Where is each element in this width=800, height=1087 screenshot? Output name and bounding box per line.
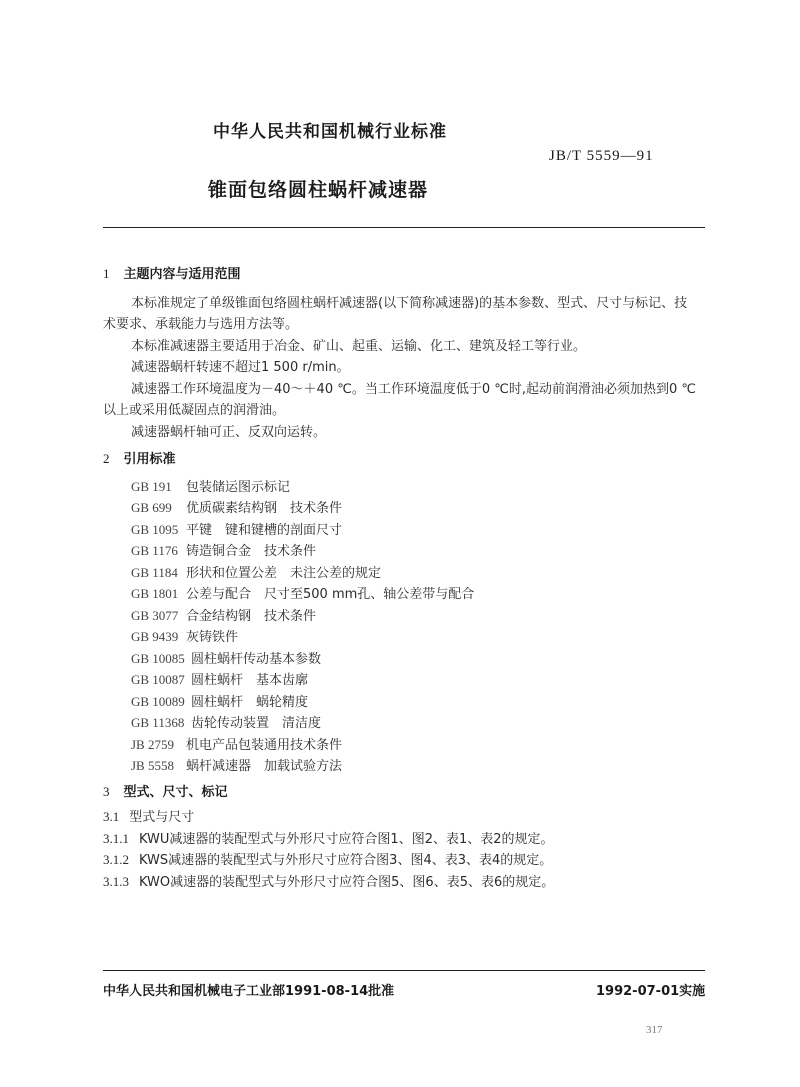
- paragraph: 本标准减速器主要适用于冶金、矿山、起重、运输、化工、建筑及轻工等行业。: [131, 339, 587, 354]
- approval-line: 中华人民共和国机械电子工业部1991-08-14批准: [103, 984, 395, 999]
- paragraph: 以上或采用低凝固点的润滑油。: [103, 403, 286, 418]
- clause: 3.1.2 KWS减速器的装配型式与外形尺寸应符合图3、图4、表3、表4的规定。: [103, 852, 553, 868]
- section-1-heading: 1 主题内容与适用范围: [103, 266, 241, 282]
- referenced-standard: GB 699 优质碳素结构钢 技术条件: [131, 500, 343, 516]
- paragraph: 术要求、承载能力与选用方法等。: [103, 317, 299, 332]
- referenced-standard: GB 191 包装储运图示标记: [131, 479, 291, 495]
- header-rule: [103, 227, 705, 228]
- effective-date: 1992-07-01实施: [596, 984, 706, 999]
- clause: 3.1.3 KWO减速器的装配型式与外形尺寸应符合图5、图6、表5、表6的规定。: [103, 874, 555, 890]
- referenced-standard: GB 10087 圆柱蜗杆 基本齿廓: [131, 672, 309, 688]
- paragraph: 本标准规定了单级锥面包络圆柱蜗杆减速器(以下简称减速器)的基本参数、型式、尺寸与标记、技: [131, 296, 688, 311]
- referenced-standard: JB 5558 蜗杆减速器 加载试验方法: [131, 758, 343, 774]
- standard-code: JB/T 5559—91: [549, 148, 654, 164]
- paragraph: 减速器蜗杆转速不超过1 500 r/min。: [131, 360, 350, 375]
- section-3-heading: 3 型式、尺寸、标记: [103, 784, 228, 800]
- referenced-standard: GB 1184 形状和位置公差 未注公差的规定: [131, 565, 382, 581]
- referenced-standard: GB 9439 灰铸铁件: [131, 629, 239, 645]
- issuing-org: 中华人民共和国机械行业标准: [213, 122, 447, 142]
- section-2-heading: 2 引用标准: [103, 451, 176, 467]
- referenced-standard: GB 10085 圆柱蜗杆传动基本参数: [131, 651, 322, 667]
- referenced-standard: GB 1095 平键 键和键槽的剖面尺寸: [131, 522, 343, 538]
- referenced-standard: GB 1801 公差与配合 尺寸至500 mm孔、轴公差带与配合: [131, 586, 475, 602]
- page-number: 317: [646, 1024, 663, 1036]
- paragraph: 减速器工作环境温度为－40～＋40 ℃。当工作环境温度低于0 ℃时,起动前润滑油必须加热到0 ℃: [131, 382, 696, 397]
- clause: 3.1.1 KWU减速器的装配型式与外形尺寸应符合图1、图2、表1、表2的规定。: [103, 831, 554, 847]
- paragraph: 减速器蜗杆轴可正、反双向运转。: [131, 425, 327, 440]
- referenced-standard: JB 2759 机电产品包装通用技术条件: [131, 737, 343, 753]
- referenced-standard: GB 10089 圆柱蜗杆 蜗轮精度: [131, 694, 309, 710]
- referenced-standard: GB 1176 铸造铜合金 技术条件: [131, 543, 317, 559]
- referenced-standard: GB 11368 齿轮传动装置 清洁度: [131, 715, 322, 731]
- footer-rule: [103, 970, 705, 971]
- clause: 3.1 型式与尺寸: [103, 809, 195, 825]
- document-title: 锥面包络圆柱蜗杆减速器: [208, 179, 429, 201]
- referenced-standard: GB 3077 合金结构钢 技术条件: [131, 608, 317, 624]
